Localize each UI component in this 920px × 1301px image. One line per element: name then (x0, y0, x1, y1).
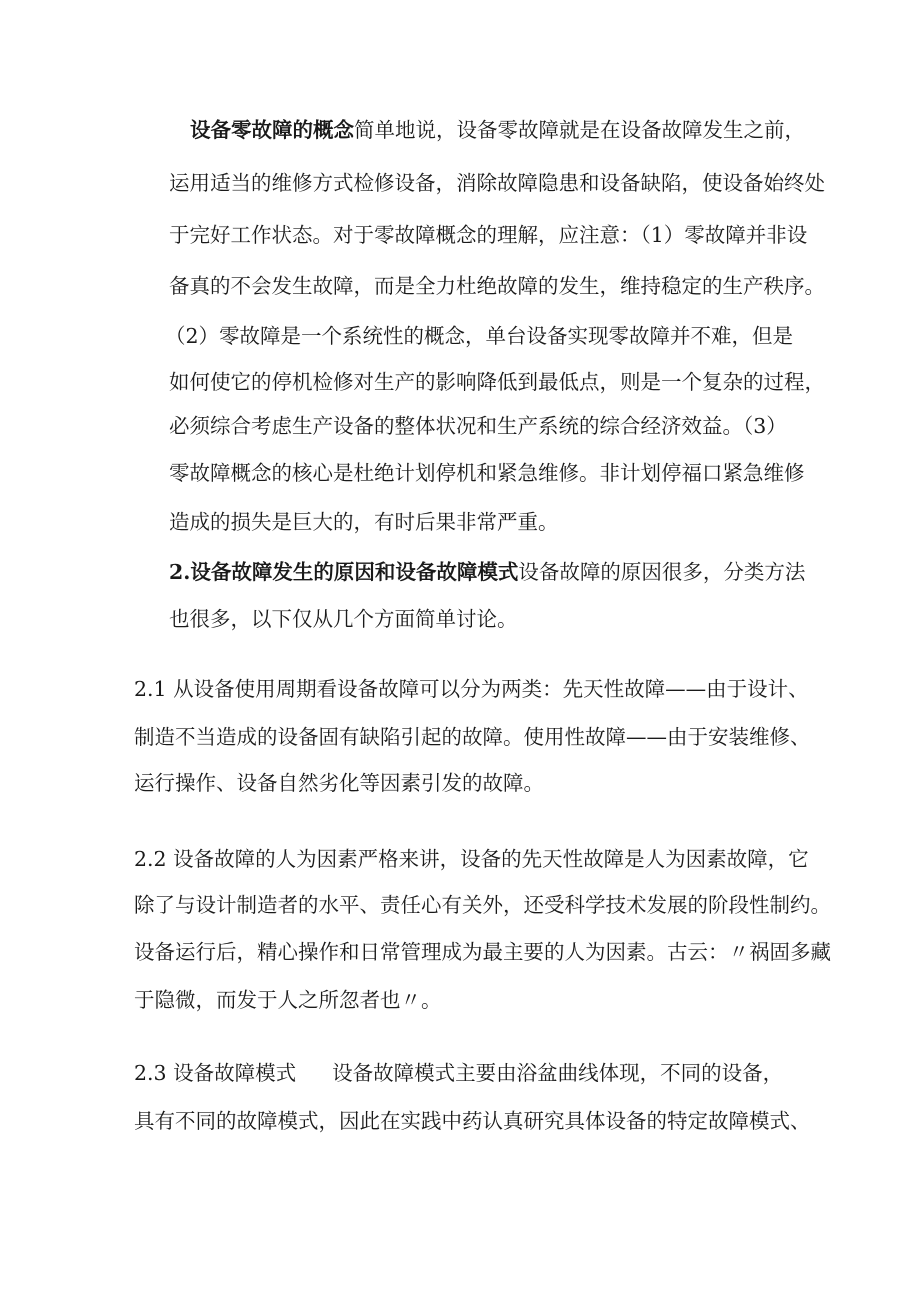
s21-line-3: 运行操作、设备自然劣化等因素引发的故障。 (134, 771, 544, 795)
s1-line-7: 必须综合考虑生产设备的整体状况和生产系统的综合经济效益。（3） (169, 414, 787, 438)
s1-line-9: 造成的损失是巨大的，有时后果非常严重。 (169, 510, 559, 534)
s23-number: 2.3 (134, 1061, 167, 1085)
s1-line-1 (190, 117, 805, 143)
s2-line-1 (169, 559, 805, 585)
s23-line-1-text: 设备故障模式主要由浴盆曲线体现，不同的设备， (332, 1061, 784, 1085)
s1-line-3: 于完好工作状态。对于零故障概念的理解，应注意：（1）零故障并非设 (169, 223, 808, 247)
s1-heading: 设备零故障的概念 (190, 118, 354, 142)
s21-number: 2.1 (134, 677, 167, 701)
s1-line-6: 如何使它的停机检修对生产的影响降低到最低点，则是一个复杂的过程， (169, 370, 825, 394)
s21-line-2: 制造不当造成的设备固有缺陷引起的故障。使用性故障——由于安装维修、 (134, 725, 811, 749)
s1-line-8: 零故障概念的核心是杜绝计划停机和紧急维修。非计划停福口紧急维修 (169, 461, 805, 485)
s23-title: 设备故障模式 (173, 1061, 297, 1085)
s22-line-1 (134, 846, 809, 872)
s2-heading: 2.设备故障发生的原因和设备故障模式 (169, 560, 519, 584)
s21-line-1 (134, 676, 809, 702)
s22-line-2: 除了与设计制造者的水平、责任心有关外，还受科学技术发展的阶段性制约。 (134, 893, 831, 917)
s1-line-4: 备真的不会发生故障，而是全力杜绝故障的发生，维持稳定的生产秩序。 (169, 274, 825, 298)
s21-line-1-text: 从设备使用周期看设备故障可以分为两类：先天性故障——由于设计、 (173, 677, 809, 701)
s22-line-3: 设备运行后，精心操作和日常管理成为最主要的人为因素。古云：〃祸固多藏 (134, 940, 831, 964)
s22-number: 2.2 (134, 847, 167, 871)
s2-line-1-text: 设备故障的原因很多，分类方法 (518, 560, 806, 584)
s22-line-1-text: 设备故障的人为因素严格来讲，设备的先天性故障是人为因素故障，它 (173, 847, 809, 871)
s1-line-1-text: 简单地说，设备零故障就是在设备故障发生之前， (354, 118, 805, 142)
s1-line-5: （2）零故障是一个系统性的概念，单台设备实现零故障并不难，但是 (165, 324, 794, 348)
s1-line-2: 运用适当的维修方式检修设备，消除故障隐患和设备缺陷，使设备始终处 (169, 171, 825, 195)
s23-line-2: 具有不同的故障模式，因此在实践中药认真研究具体设备的特定故障模式、 (134, 1109, 811, 1133)
s2-line-2: 也很多，以下仅从几个方面简单讨论。 (169, 607, 518, 631)
s22-line-4: 于隐微，而发于人之所忽者也〃。 (134, 988, 442, 1012)
s23-line-1 (134, 1060, 783, 1086)
